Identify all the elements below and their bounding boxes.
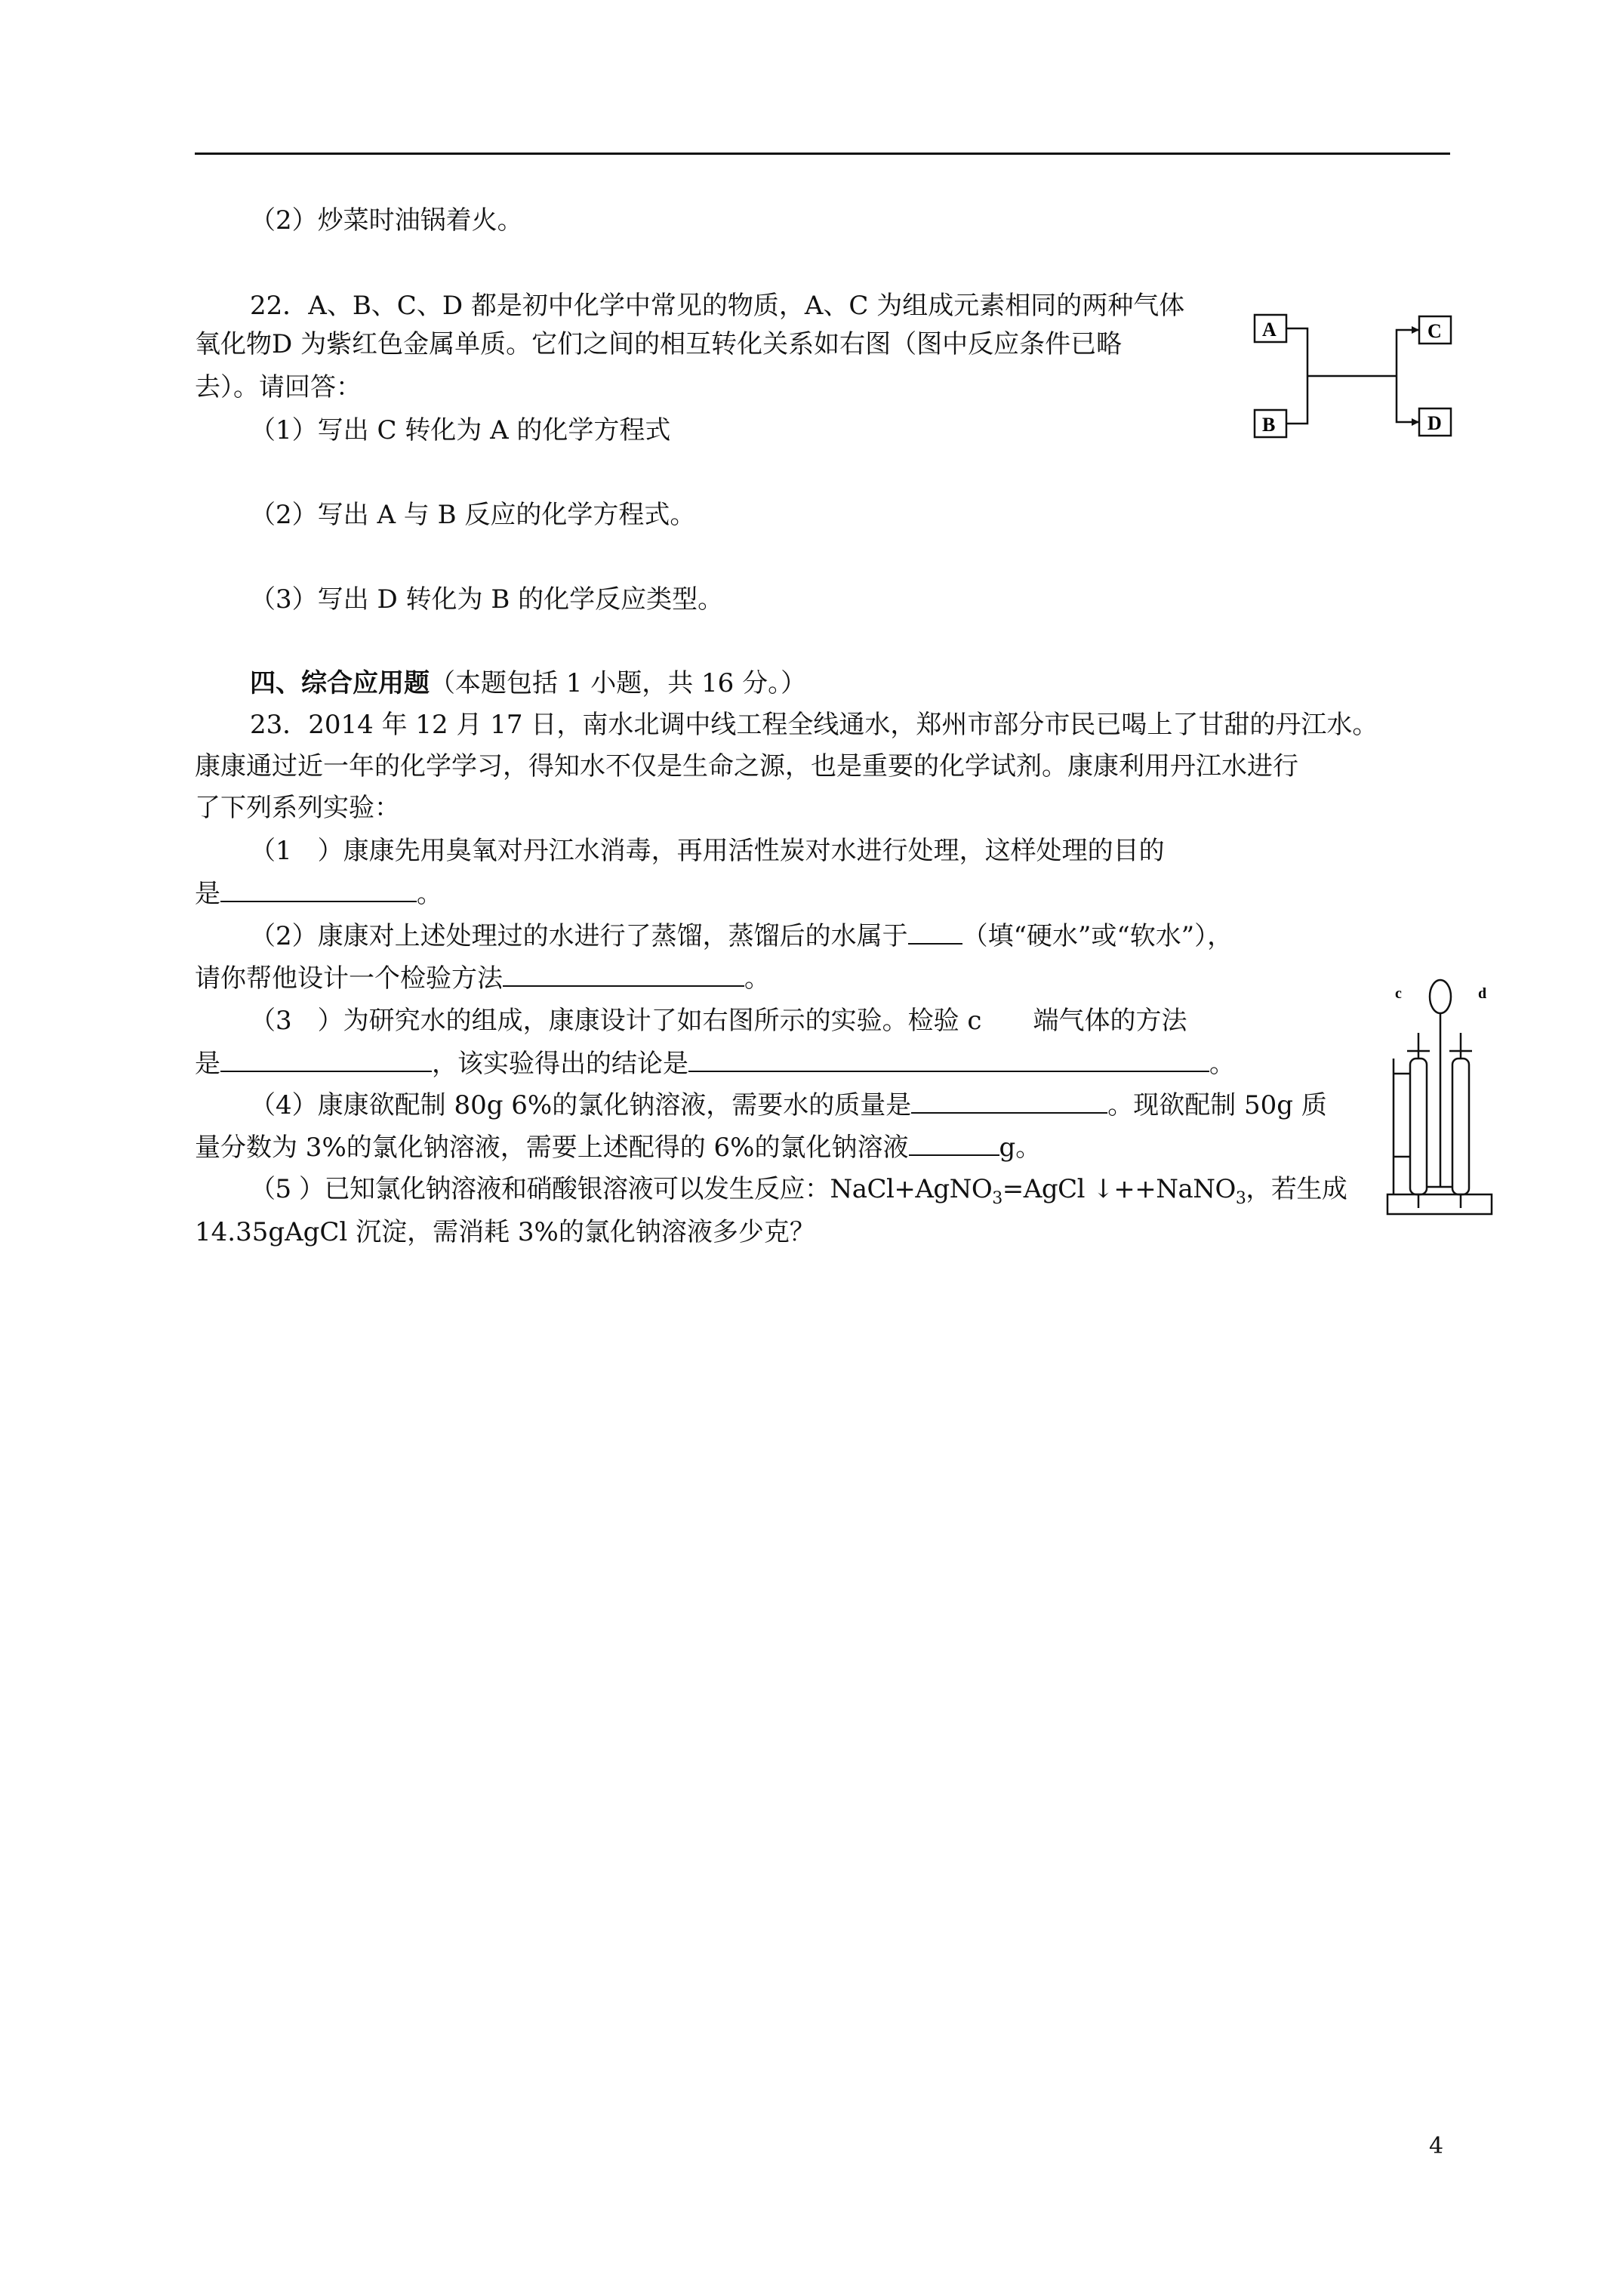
electrolysis-apparatus-diagram [1380,968,1501,1225]
q21-item-2: （2）炒菜时油锅着火。 [250,205,523,236]
section4-heading [250,668,806,698]
page-number: 4 [1429,2133,1444,2159]
tube-c [1410,1059,1427,1194]
q23-part5-line1 [250,1174,1347,1214]
answer-blank-4[interactable] [220,1048,432,1072]
label-d: D [1427,412,1442,434]
q23-part1-line1: （1 ）康康先用臭氧对丹江水消毒，再用活性炭对水进行处理，这样处理的目的 [250,836,1165,866]
q23-stem-line1: 23．2014 年 12 月 17 日，南水北调中线工程全线通水，郑州市部分市民已喝上了甘甜的丹江水。 [250,710,1378,740]
q23-part3-conclusion: ，该实验得出的结论是 [432,1049,688,1079]
q23-part4-line1 [250,1089,1327,1120]
answer-blank-7[interactable] [909,1132,999,1156]
period: 。 [417,879,442,909]
nitrate-subscript-1: 3 [992,1188,1002,1208]
q22-stem-line2: 氧化物D 为紫红色金属单质。它们之间的相互转化关系如右图（图中反应条件已略 [195,329,1123,359]
answer-blank-2[interactable] [908,920,962,945]
reservoir-bulb [1430,980,1451,1013]
period: 。 [1209,1049,1235,1079]
answer-blank-3[interactable] [503,963,744,987]
q23-part5-text: （5 ）已知氯化钠溶液和硝酸银溶液可以发生反应：NaCl+AgNO [250,1174,993,1204]
q23-part5-equation: =AgCl ↓++NaNO [1002,1174,1236,1204]
q22-question-2: （2）写出 A 与 B 反应的化学方程式。 [250,500,696,530]
header-rule [195,153,1450,155]
q23-part4-text: （4）康康欲配制 80g 6%的氯化钠溶液，需要水的质量是 [250,1090,912,1120]
label-d: d [1478,985,1487,1002]
label-a: A [1262,319,1277,341]
section4-title: 四、综合应用题 [250,668,430,698]
q22-question-1: （1）写出 C 转化为 A 的化学方程式 [250,415,671,445]
q23-part4-line2 [195,1132,1041,1163]
q23-part2-hint: （填“硬水”或“软水”）， [962,921,1233,951]
q23-stem-line3: 了下列系列实验： [195,793,400,823]
q23-part2-method: 请你帮他设计一个检验方法 [195,963,503,994]
q23-part3-prefix: 是 [195,1049,220,1079]
arrow-to-d [1412,418,1419,426]
q23-part3-line2 [195,1048,1235,1079]
answer-blank-6[interactable] [911,1089,1107,1114]
q23-stem-line2: 康康通过近一年的化学学习，得知水不仅是生命之源，也是重要的化学试剂。康康利用丹江水进行 [195,751,1298,781]
label-c: C [1427,320,1442,342]
nitrate-subscript-2: 3 [1235,1188,1246,1208]
right-bracket-line [1397,330,1419,422]
arrow-to-c [1412,326,1419,334]
q22-stem-line3: 去）。请回答： [195,372,362,402]
q23-part1-prefix: 是 [195,879,220,909]
reaction-diagram [1246,306,1464,449]
q23-part2-line2 [195,963,770,994]
label-c: c [1395,985,1402,1002]
tube-d [1452,1059,1469,1194]
left-bracket-line [1286,328,1307,424]
q23-part4-text2: 。现欲配制 50g 质 [1107,1090,1327,1120]
answer-blank-1[interactable] [220,878,417,902]
q23-part2-line1 [250,920,1233,951]
q23-part5-text2: ，若生成 [1246,1174,1347,1204]
q23-part5-line2: 14.35gAgCl 沉淀，需消耗 3%的氯化钠溶液多少克？ [195,1217,815,1247]
q23-part1-line2 [195,878,442,909]
q23-part4-text3: 量分数为 3%的氯化钠溶液，需要上述配得的 6%的氯化钠溶液 [195,1133,909,1163]
q22-stem-line1: 22．A、B、C、D 都是初中化学中常见的物质，A、C 为组成元素相同的两种气体 [250,291,1185,321]
q23-part4-unit: g。 [999,1133,1042,1163]
period: 。 [744,963,770,994]
base-stand [1387,1194,1492,1214]
answer-blank-5[interactable] [688,1048,1209,1072]
q22-question-3: （3）写出 D 转化为 B 的化学反应类型。 [250,584,724,615]
label-b: B [1262,414,1276,436]
section4-note: （本题包括 1 小题，共 16 分。） [430,668,807,698]
q23-part3-line1: （3 ）为研究水的组成，康康设计了如右图所示的实验。检验 c 端气体的方法 [250,1006,1187,1036]
q23-part2-text: （2）康康对上述处理过的水进行了蒸馏，蒸馏后的水属于 [250,921,908,951]
